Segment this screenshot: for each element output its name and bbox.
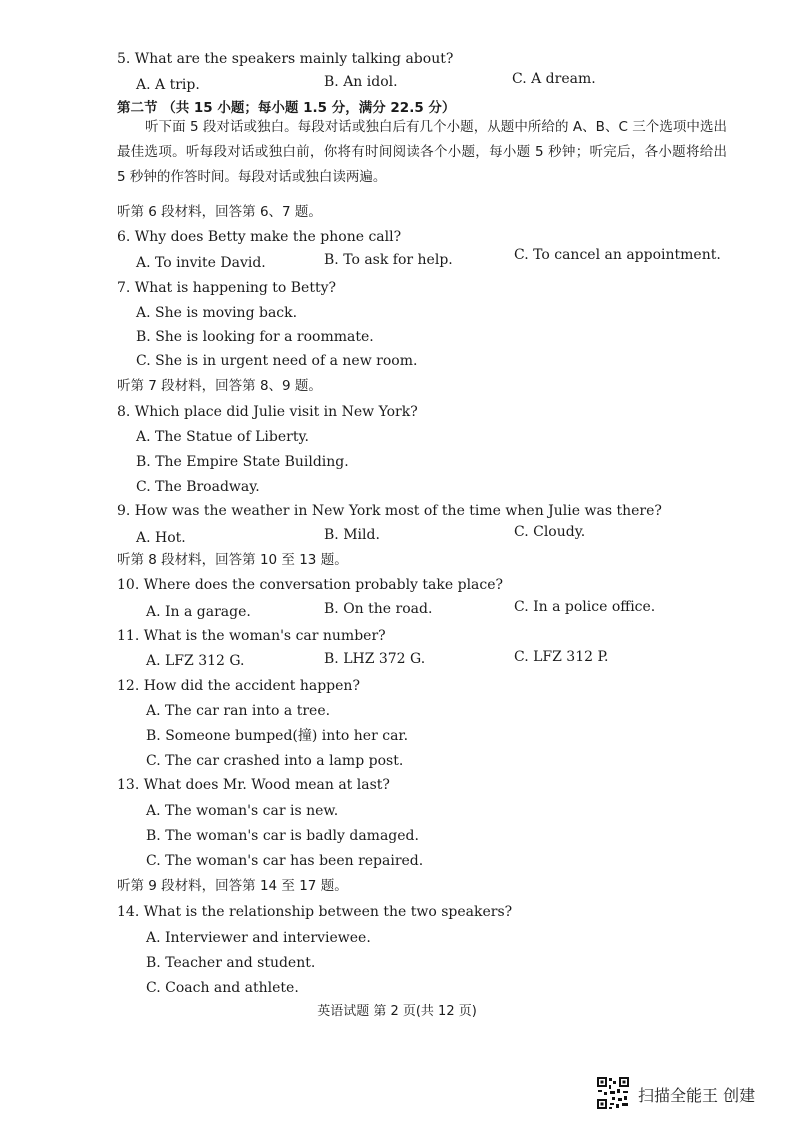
question-11-option-b: B. LHZ 372 G. bbox=[324, 651, 426, 667]
question-9-stem: 9. How was the weather in New York most of the time when Julie was there? bbox=[117, 503, 662, 519]
section-2-instructions: 听下面 5 段对话或独白。每段对话或独白后有几个小题，从题中所给的 A、B、C 三个选项中选出最佳选项。听每段对话或独白前，你将有时间阅读各个小题，每小题 5 秒钟；听完后，各小题将给出 5 秒钟的作答时间。每段对话或独白读两遍。 bbox=[117, 119, 727, 185]
material-6-label: 听第 6 段材料，回答第 6、7 题。 bbox=[117, 204, 322, 220]
material-9-label: 听第 9 段材料，回答第 14 至 17 题。 bbox=[117, 878, 348, 894]
question-14-stem: 14. What is the relationship between the two speakers? bbox=[117, 904, 513, 920]
question-12-stem: 12. How did the accident happen? bbox=[117, 678, 360, 694]
question-8-option-b: B. The Empire State Building. bbox=[136, 454, 349, 470]
question-5-option-a: A. A trip. bbox=[136, 77, 200, 93]
question-13-option-c: C. The woman's car has been repaired. bbox=[146, 853, 424, 869]
question-10-stem: 10. Where does the conversation probably take place? bbox=[117, 577, 504, 593]
question-7-option-c: C. She is in urgent need of a new room. bbox=[136, 353, 418, 369]
question-14-option-c: C. Coach and athlete. bbox=[146, 980, 299, 996]
question-12-option-a: A. The car ran into a tree. bbox=[146, 703, 331, 719]
question-5-option-b: B. An idol. bbox=[324, 74, 398, 90]
section-2-heading: 第二节 （共 15 小题；每小题 1.5 分，满分 22.5 分） bbox=[117, 100, 456, 116]
question-11-stem: 11. What is the woman's car number? bbox=[117, 628, 386, 644]
material-8-label: 听第 8 段材料，回答第 10 至 13 题。 bbox=[117, 552, 348, 568]
question-8-stem: 8. Which place did Julie visit in New York? bbox=[117, 404, 418, 420]
question-14-option-a: A. Interviewer and interviewee. bbox=[146, 930, 371, 946]
question-5-stem: 5. What are the speakers mainly talking about? bbox=[117, 51, 454, 67]
question-7-stem: 7. What is happening to Betty? bbox=[117, 280, 336, 296]
question-8-option-a: A. The Statue of Liberty. bbox=[136, 429, 309, 445]
question-6-stem: 6. Why does Betty make the phone call? bbox=[117, 229, 402, 245]
question-10-option-a: A. In a garage. bbox=[146, 604, 251, 620]
material-7-label: 听第 7 段材料，回答第 8、9 题。 bbox=[117, 378, 322, 394]
question-13-option-b: B. The woman's car is badly damaged. bbox=[146, 828, 419, 844]
question-12-option-b: B. Someone bumped(撞) into her car. bbox=[146, 728, 409, 744]
question-11-option-c: C. LFZ 312 P. bbox=[514, 649, 609, 665]
question-9-option-a: A. Hot. bbox=[136, 530, 186, 546]
question-10-option-c: C. In a police office. bbox=[514, 599, 656, 615]
page-footer: 英语试题 第 2 页(共 12 页) bbox=[317, 1004, 477, 1019]
question-14-option-b: B. Teacher and student. bbox=[146, 955, 316, 971]
question-6-option-c: C. To cancel an appointment. bbox=[514, 247, 721, 263]
question-13-option-a: A. The woman's car is new. bbox=[146, 803, 339, 819]
question-9-option-c: C. Cloudy. bbox=[514, 524, 586, 540]
scanner-watermark: 扫描全能王 创建 bbox=[638, 1086, 756, 1105]
question-11-option-a: A. LFZ 312 G. bbox=[146, 653, 245, 669]
question-5-option-c: C. A dream. bbox=[512, 71, 596, 87]
question-7-option-b: B. She is looking for a roommate. bbox=[136, 329, 374, 345]
question-10-option-b: B. On the road. bbox=[324, 601, 433, 617]
qr-code-icon bbox=[596, 1076, 630, 1110]
question-8-option-c: C. The Broadway. bbox=[136, 479, 260, 495]
question-6-option-a: A. To invite David. bbox=[136, 255, 266, 271]
question-6-option-b: B. To ask for help. bbox=[324, 252, 453, 268]
question-9-option-b: B. Mild. bbox=[324, 527, 380, 543]
question-7-option-a: A. She is moving back. bbox=[136, 305, 298, 321]
question-12-option-c: C. The car crashed into a lamp post. bbox=[146, 753, 404, 769]
question-13-stem: 13. What does Mr. Wood mean at last? bbox=[117, 777, 390, 793]
